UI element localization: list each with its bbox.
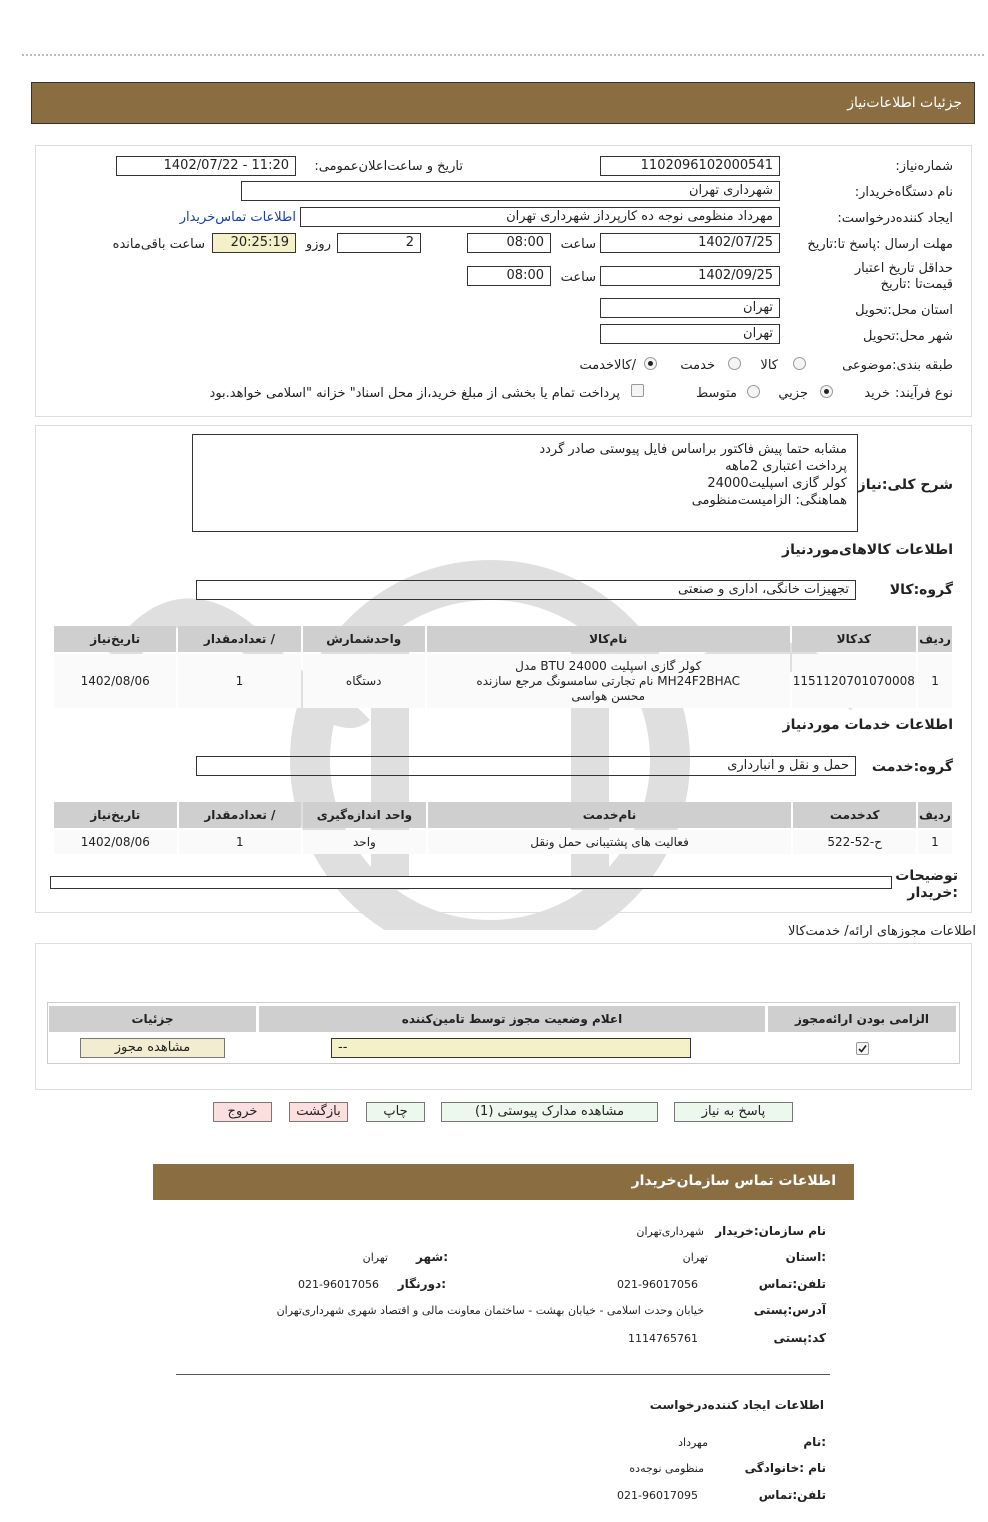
- goods-col-date: تاریخ‌نیاز: [54, 626, 176, 652]
- goods-cell-qty: 1: [178, 654, 300, 708]
- need-number-label: شماره‌نیاز:: [895, 159, 953, 174]
- goods-col-unit: واحدشمارش: [303, 626, 425, 652]
- print-button[interactable]: چاپ: [366, 1102, 425, 1122]
- services-section-title: اطلاعات خدمات موردنیاز: [782, 717, 953, 733]
- contact-fax-label: :دورنگار: [397, 1277, 446, 1291]
- category-label: طبقه بندی:موضوعی: [842, 358, 953, 373]
- contact-phone-value: 021-96017056: [617, 1278, 698, 1291]
- services-col-name: نام‌خدمت: [428, 802, 792, 828]
- table-row: [54, 830, 952, 854]
- permits-col-details: جزئیات: [49, 1006, 256, 1032]
- remaining-label: ساعت باقی‌مانده: [112, 237, 205, 252]
- deadline-label: مهلت ارسال :پاسخ تا:تاریخ: [807, 237, 953, 252]
- category-radio-service[interactable]: [728, 357, 741, 370]
- process-label: نوع فرآیند:: [895, 386, 953, 401]
- services-cell-code: ح-52-522: [793, 830, 916, 854]
- contact-city-value: تهران: [362, 1251, 388, 1264]
- contact-org-label: نام سازمان:خریدار: [715, 1224, 826, 1238]
- goods-col-row: ردیف: [918, 626, 952, 652]
- price-validity-time-label: ساعت: [560, 270, 596, 285]
- goods-col-qty: / تعدادمقدار: [178, 626, 300, 652]
- contact-province-label: :استان: [785, 1250, 826, 1264]
- buyer-notes-field: [50, 876, 892, 889]
- description-line: هماهنگی: الزامیست‌منظومی: [691, 493, 847, 508]
- goods-col-code: کدکالا: [792, 626, 916, 652]
- days-label: روزو: [305, 237, 331, 252]
- announce-field: 1402/07/22 - 11:20: [116, 156, 296, 176]
- table-row: [54, 654, 952, 708]
- permits-col-status: اعلام وضعیت مجوز توسط تامین‌کننده: [259, 1006, 765, 1032]
- services-col-code: کدخدمت: [793, 802, 916, 828]
- deadline-time-label: ساعت: [560, 237, 596, 252]
- creator-family-value: منظومی نوجه‌ده: [629, 1462, 704, 1475]
- permits-title: اطلاعات مجوزهای ارائه/ خدمت‌کالا: [787, 924, 976, 939]
- buyer-contact-link[interactable]: اطلاعات تماس‌خریدار: [179, 210, 296, 225]
- process-option-medium: متوسط: [696, 386, 737, 401]
- treasury-payment-note: پرداخت تمام یا بخشی از مبلغ خرید،از محل اسناد" خزانه "اسلامی خواهد.بود: [209, 386, 620, 401]
- buyer-label: نام دستگاه‌خریدار:: [854, 185, 953, 200]
- creator-section-title: اطلاعات ایجاد کننده‌درخواست: [649, 1398, 824, 1412]
- services-cell-unit: واحد: [303, 830, 426, 854]
- permit-required-checkbox: [856, 1042, 869, 1055]
- description-label: شرح کلی:نیاز: [857, 477, 953, 493]
- goods-cell-unit: دستگاه: [303, 654, 425, 708]
- contact-address-value: خیابان وحدت اسلامی - خیابان بهشت - ساختمان معاونت مالی و اقتصاد شهری شهرداری‌تهران: [276, 1304, 704, 1317]
- process-option-minor: جزیي: [778, 386, 808, 401]
- price-validity-date-field: 1402/09/25: [600, 266, 780, 286]
- services-cell-name: فعالیت های پشتیبانی حمل ونقل: [428, 830, 792, 854]
- top-divider: [22, 54, 984, 56]
- page-header-title: جزئیات اطلاعات‌نیاز: [847, 95, 962, 111]
- creator-phone-value: 021-96017095: [617, 1489, 698, 1502]
- goods-name-line: محسن هواسی: [571, 688, 646, 703]
- reply-button[interactable]: پاسخ به نیاز: [674, 1102, 793, 1122]
- description-line: مشابه حتما پیش فاکتور براساس فایل پیوستی صادر گردد: [539, 442, 847, 457]
- page-header: [31, 82, 975, 124]
- back-button[interactable]: بازگشت: [289, 1102, 348, 1122]
- deadline-time-field: 08:00: [467, 233, 551, 253]
- price-validity-label: حداقل تاریخ اعتبار قیمت‌تا :تاریخ: [854, 261, 953, 292]
- goods-group-field: تجهیزات خانگی، اداری و صنعتی: [196, 580, 856, 600]
- permit-status-field: --: [331, 1038, 691, 1058]
- goods-name-line: MH24F2BHAC نام تجارتی سامسونگ مرجع سازنده: [476, 673, 741, 688]
- services-col-row: ردیف: [918, 802, 952, 828]
- goods-group-label: گروه:کالا: [889, 582, 953, 598]
- contact-divider: [176, 1374, 830, 1375]
- view-permit-button[interactable]: مشاهده مجوز: [80, 1038, 225, 1058]
- goods-cell-code: 1151120701070008: [792, 654, 916, 708]
- creator-family-label: نام :خانوادگی: [744, 1461, 826, 1475]
- province-field: تهران: [600, 298, 780, 318]
- days-field: 2: [337, 233, 421, 253]
- permits-col-required: الزامی بودن ارائه‌مجوز: [768, 1006, 956, 1032]
- creator-label: ایجاد کننده‌درخواست:: [837, 211, 953, 226]
- creator-name-value: مهرداد: [678, 1436, 708, 1449]
- services-col-qty: / تعدادمقدار: [179, 802, 302, 828]
- price-validity-time-field: 08:00: [467, 266, 551, 286]
- goods-name-line: کولر گازی اسپلیت BTU 24000 مدل: [515, 658, 702, 673]
- contact-city-label: :شهر: [416, 1250, 448, 1264]
- contact-postal-value: 1114765761: [628, 1332, 698, 1345]
- contact-phone-label: تلفن:تماس: [758, 1277, 826, 1291]
- services-cell-qty: 1: [179, 830, 302, 854]
- goods-cell-name: [427, 654, 790, 708]
- creator-field: مهرداد منظومی نوجه ده کارپرداز شهرداری تهران: [300, 207, 780, 227]
- creator-name-label: :نام: [803, 1435, 826, 1449]
- province-label: استان محل:تحویل: [855, 303, 953, 318]
- contact-org-value: شهرداری‌تهران: [636, 1225, 704, 1238]
- goods-section-title: اطلاعات کالاهای‌موردنیاز: [782, 542, 953, 558]
- services-table: [52, 800, 954, 856]
- services-col-date: تاریخ‌نیاز: [54, 802, 177, 828]
- category-option-service: خدمت: [680, 358, 715, 373]
- description-line: پرداخت اعتباری 2ماهه: [725, 459, 847, 474]
- check-icon: [857, 1043, 868, 1054]
- contact-province-value: تهران: [682, 1251, 708, 1264]
- creator-phone-label: تلفن:تماس: [758, 1488, 826, 1502]
- treasury-payment-checkbox[interactable]: [631, 384, 644, 397]
- process-radio-medium[interactable]: [747, 385, 760, 398]
- contact-address-label: آدرس:پستی: [753, 1303, 826, 1317]
- services-cell-date: 1402/08/06: [54, 830, 177, 854]
- category-radio-goods-service[interactable]: [644, 357, 657, 370]
- services-col-unit: واحد اندازه‌گیری: [303, 802, 426, 828]
- buyer-field: شهرداری تهران: [241, 181, 780, 201]
- goods-cell-row: 1: [918, 654, 952, 708]
- exit-button[interactable]: خروج: [213, 1102, 272, 1122]
- attachments-button[interactable]: مشاهده مدارک پیوستی (1): [441, 1102, 658, 1122]
- contact-header-title: اطلاعات تماس سازمان‌خریدار: [631, 1173, 836, 1189]
- contact-header: [153, 1164, 854, 1200]
- city-field: تهران: [600, 324, 780, 344]
- category-radio-goods[interactable]: [793, 357, 806, 370]
- services-cell-row: 1: [918, 830, 952, 854]
- description-line: کولر گازی اسپلیت24000: [707, 476, 847, 491]
- need-number-field: 1102096102000541: [600, 156, 780, 176]
- city-label: شهر محل:تحویل: [863, 329, 953, 344]
- process-buy-label: خرید: [864, 386, 890, 401]
- buyer-notes-label: توضیحات :خریدار: [895, 868, 958, 901]
- deadline-date-field: 1402/07/25: [600, 233, 780, 253]
- contact-postal-label: کد:پستی: [773, 1331, 826, 1345]
- services-group-field: حمل و نقل و انبارداری: [196, 756, 856, 776]
- process-radio-minor[interactable]: [820, 385, 833, 398]
- contact-fax-value: 021-96017056: [298, 1278, 379, 1291]
- goods-table: [52, 624, 954, 710]
- category-option-goods-service: /کالاخدمت: [579, 358, 636, 373]
- goods-cell-date: 1402/08/06: [54, 654, 176, 708]
- category-option-goods: کالا: [760, 358, 778, 373]
- announce-label: تاریخ و ساعت‌اعلان‌عمومی:: [314, 159, 463, 174]
- remaining-time-field: 20:25:19: [212, 233, 296, 253]
- goods-col-name: نام‌کالا: [427, 626, 790, 652]
- services-group-label: گروه:خدمت: [871, 759, 953, 775]
- description-box: [192, 434, 858, 532]
